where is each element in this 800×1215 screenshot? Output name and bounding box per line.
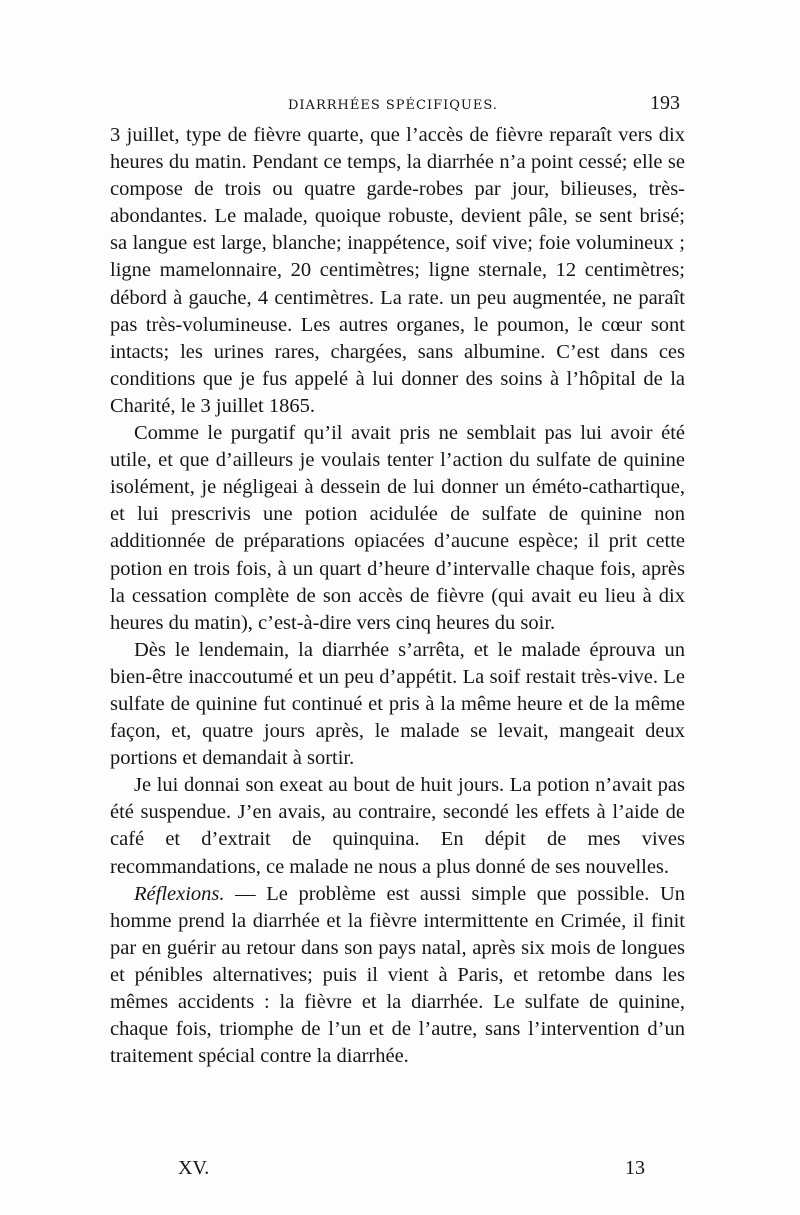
paragraph-lead: Réflexions.	[134, 882, 225, 905]
body-text	[110, 122, 685, 1070]
page-number: 193	[650, 92, 680, 114]
paragraph-text: — Le problème est aussi simple que possible. Un homme prend la diarrhée et la fièvre intermittente en Crimée, il finit par en guérir au retour dans son pays natal, après six mois de longues et pénibles alternatives; puis il vient à Paris, et retombe dans les mêmes accidents : la fièvre et la diarrhée. Le sulfate de quinine, chaque fois, triomphe de l’un et de l’autre, sans l’intervention d’un traitement spécial contre la diarrhée.	[110, 882, 685, 1068]
paragraph-text: 3 juillet, type de fièvre quarte, que l’accès de fièvre reparaît vers dix heures du matin. Pendant ce temps, la diarrhée n’a point cessé; elle se compose de trois ou quatre garde-robes par jour, bilieuses, très-abondantes. Le malade, quoique robuste, devient pâle, se sent brisé; sa langue est large, blanche; inappétence, soif vive; foie volumineux ; ligne mamelonnaire, 20 centimètres; ligne sternale, 12 centimètres; débord à gauche, 4 centimètres. La rate. un peu augmentée, ne paraît pas très-volumineuse. Les autres organes, le poumon, le cœur sont intacts; les urines rares, chargées, sans albumine. C’est dans ces conditions que je fus appelé à lui donner des soins à l’hôpital de la Charité, le 3 juillet 1865.	[110, 124, 685, 417]
paragraph	[110, 637, 685, 772]
paragraph-text: Je lui donnai son exeat au bout de huit jours. La potion n’avait pas été suspendue. J’en avais, au contraire, secondé les effets à l’aide de café et d’extrait de quinquina. En dépit de mes vives recommandations, ce malade ne nous a plus donné de ses nouvelles.	[110, 774, 685, 878]
signature-mark: XV.	[178, 1157, 210, 1179]
sheet-number: 13	[625, 1157, 645, 1179]
paragraph	[110, 772, 685, 880]
paragraph-text: Comme le purgatif qu’il avait pris ne semblait pas lui avoir été utile, et que d’ailleurs je voulais tenter l’action du sulfate de quinine isolément, je négligeai à dessein de lui donner un éméto-cathartique, et lui prescrivis une potion acidulée de sulfate de quinine non additionnée de préparations opiacées d’aucune espèce; il prit cette potion en trois fois, à un quart d’heure d’intervalle chaque fois, après la cessation complète de son accès de fièvre (qui avait eu lieu à dix heures du matin), c’est-à-dire vers cinq heures du soir.	[110, 422, 685, 634]
page-footer	[110, 1157, 685, 1185]
paragraph-reflexions	[110, 881, 685, 1071]
page-header	[110, 92, 680, 116]
running-title: DIARRHÉES SPÉCIFIQUES.	[288, 98, 498, 113]
paragraph-text: Dès le lendemain, la diarrhée s’arrêta, et le malade éprouva un bien-être inaccoutumé et un peu d’appétit. La soif restait très-vive. Le sulfate de quinine fut continué et pris à la même heure et de la même façon, et, quatre jours après, le malade se levait, mangeait deux portions et demandait à sortir.	[110, 638, 685, 770]
paragraph-continuation	[110, 122, 685, 420]
paragraph	[110, 420, 685, 637]
